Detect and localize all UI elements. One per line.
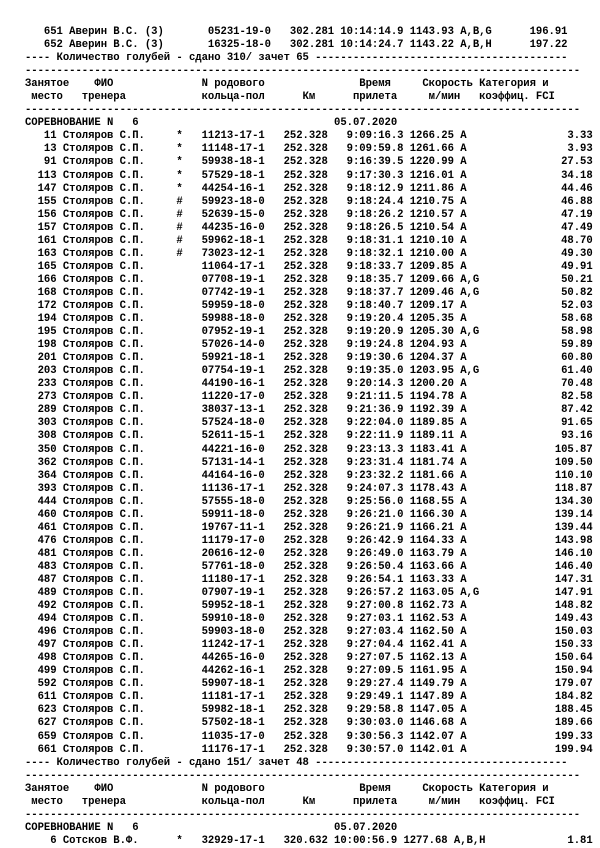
- report-line: 444 Столяров С.П. 57555-18-0 252.328 9:25:56.0 1168.55 A 134.30: [25, 495, 593, 508]
- report-line: 289 Столяров С.П. 38037-13-1 252.328 9:21:36.9 1192.39 A 87.42: [25, 404, 593, 417]
- report-line: 147 Столяров С.П. * 44254-16-1 252.328 9:18:12.9 1211.86 A 44.46: [25, 182, 593, 195]
- report-line: 168 Столяров С.П. 07742-19-1 252.328 9:18:37.7 1209.46 A,G 50.82: [25, 286, 593, 299]
- report-line: 364 Столяров С.П. 44164-16-0 252.328 9:23:32.2 1181.66 A 110.10: [25, 469, 593, 482]
- report-line: 498 Столяров С.П. 44265-16-0 252.328 9:27:07.5 1162.13 A 150.64: [25, 652, 593, 665]
- report-line: 492 Столяров С.П. 59952-18-1 252.328 9:27:00.8 1162.73 A 148.82: [25, 600, 593, 613]
- report-line: СОРЕВНОВАНИЕ N 6 05.07.2020: [25, 117, 398, 130]
- report-line: ----------------------------------------------------------------------------------------: [25, 65, 581, 78]
- report-line: Занятое ФИО N родового Время Скорость Категория и: [25, 782, 549, 795]
- report-line: 651 Аверин В.С. (3) 05231-19-0 302.281 10:14:14.9 1143.93 A,B,G 196.91: [25, 26, 568, 38]
- report-line: 303 Столяров С.П. 57524-18-0 252.328 9:22:04.0 1189.85 A 91.65: [25, 417, 593, 430]
- report-line: ---- Количество голубей - сдано 151/ зачет 48 ----------------------------------------: [25, 756, 568, 769]
- report-line: 233 Столяров С.П. 44190-16-1 252.328 9:20:14.3 1200.20 A 70.48: [25, 378, 593, 391]
- report-line: 627 Столяров С.П. 57502-18-1 252.328 9:30:03.0 1146.68 A 189.66: [25, 717, 593, 730]
- report-line: 489 Столяров С.П. 07907-19-1 252.328 9:26:57.2 1163.05 A,G 147.91: [25, 587, 593, 600]
- report-line: Занятое ФИО N родового Время Скорость Категория и: [25, 78, 549, 91]
- report-line: 156 Столяров С.П. # 52639-15-0 252.328 9:18:26.2 1210.57 A 47.19: [25, 208, 593, 221]
- report-line: 308 Столяров С.П. 52611-15-1 252.328 9:22:11.9 1189.11 A 93.16: [25, 430, 593, 443]
- report-line: 393 Столяров С.П. 11136-17-1 252.328 9:24:07.3 1178.43 A 118.87: [25, 482, 593, 495]
- report-line: 157 Столяров С.П. # 44235-16-0 252.328 9:18:26.5 1210.54 A 47.49: [25, 221, 593, 234]
- report-line: 499 Столяров С.П. 44262-16-1 252.328 9:27:09.5 1161.95 A 150.94: [25, 665, 593, 678]
- report-line: ----------------------------------------------------------------------------------------: [25, 808, 581, 821]
- report-line: 161 Столяров С.П. # 59962-18-1 252.328 9:18:31.1 1210.10 A 48.70: [25, 234, 593, 247]
- report-line: 194 Столяров С.П. 59988-18-0 252.328 9:19:20.4 1205.35 A 58.68: [25, 313, 593, 326]
- report-line: СОРЕВНОВАНИЕ N 6 05.07.2020: [25, 821, 398, 834]
- report-line: 163 Столяров С.П. # 73023-12-1 252.328 9:18:32.1 1210.00 A 49.30: [25, 247, 593, 260]
- report-line: 113 Столяров С.П. * 57529-18-1 252.328 9:17:30.3 1216.01 A 34.18: [25, 169, 593, 182]
- report-line: место тренера кольца-пол Км прилета м/мин коэффиц. FCI: [25, 91, 555, 104]
- report-line: ----------------------------------------------------------------------------------------: [25, 769, 581, 782]
- report-line: 350 Столяров С.П. 44221-16-0 252.328 9:23:13.3 1183.41 A 105.87: [25, 443, 593, 456]
- report-line: 592 Столяров С.П. 59907-18-1 252.328 9:29:27.4 1149.79 A 179.07: [25, 678, 593, 691]
- report-line: 91 Столяров С.П. * 59938-18-1 252.328 9:16:39.5 1220.99 A 27.53: [25, 156, 593, 169]
- report-line: 623 Столяров С.П. 59982-18-1 252.328 9:29:58.8 1147.05 A 188.45: [25, 704, 593, 717]
- report-line: 476 Столяров С.П. 11179-17-0 252.328 9:26:42.9 1164.33 A 143.98: [25, 534, 593, 547]
- report-line: место тренера кольца-пол Км прилета м/мин коэффиц. FCI: [25, 795, 555, 808]
- report-line: 172 Столяров С.П. 59959-18-0 252.328 9:18:40.7 1209.17 A 52.03: [25, 299, 593, 312]
- report-line: 481 Столяров С.П. 20616-12-0 252.328 9:26:49.0 1163.79 A 146.10: [25, 547, 593, 560]
- report-line: ---- Количество голубей - сдано 310/ зачет 65 ----------------------------------------: [25, 52, 568, 65]
- report-line: 611 Столяров С.П. 11181-17-1 252.328 9:29:49.1 1147.89 A 184.82: [25, 691, 593, 704]
- report-line: 195 Столяров С.П. 07952-19-1 252.328 9:19:20.9 1205.30 A,G 58.98: [25, 326, 593, 339]
- report-line: 155 Столяров С.П. # 59923-18-0 252.328 9:18:24.4 1210.75 A 46.88: [25, 195, 593, 208]
- report-line: 11 Столяров С.П. * 11213-17-1 252.328 9:09:16.3 1266.25 A 3.33: [25, 130, 593, 143]
- report-line: 198 Столяров С.П. 57026-14-0 252.328 9:19:24.8 1204.93 A 59.89: [25, 339, 593, 352]
- report-line: 461 Столяров С.П. 19767-11-1 252.328 9:26:21.9 1166.21 A 139.44: [25, 521, 593, 534]
- report-line: 273 Столяров С.П. 11220-17-0 252.328 9:21:11.5 1194.78 A 82.58: [25, 391, 593, 404]
- report-line: 659 Столяров С.П. 11035-17-0 252.328 9:30:56.3 1142.07 A 199.33: [25, 730, 593, 743]
- report-line: 460 Столяров С.П. 59911-18-0 252.328 9:26:21.0 1166.30 A 139.14: [25, 508, 593, 521]
- report-line: ----------------------------------------------------------------------------------------: [25, 104, 581, 117]
- report-line: 165 Столяров С.П. 11064-17-1 252.328 9:18:33.7 1209.85 A 49.91: [25, 260, 593, 273]
- report-line: 201 Столяров С.П. 59921-18-1 252.328 9:19:30.6 1204.37 A 60.80: [25, 352, 593, 365]
- report-line: 362 Столяров С.П. 57131-14-1 252.328 9:23:31.4 1181.74 A 109.50: [25, 456, 593, 469]
- report-line: 652 Аверин В.С. (3) 16325-18-0 302.281 10:14:24.7 1143.22 A,B,H 197.22: [25, 39, 568, 52]
- report-line: 487 Столяров С.П. 11180-17-1 252.328 9:26:54.1 1163.33 A 147.31: [25, 573, 593, 586]
- report-line: 203 Столяров С.П. 07754-19-1 252.328 9:19:35.0 1203.95 A,G 61.40: [25, 365, 593, 378]
- report-line: 661 Столяров С.П. 11176-17-1 252.328 9:30:57.0 1142.01 A 199.94: [25, 743, 593, 756]
- report-line: 496 Столяров С.П. 59903-18-0 252.328 9:27:03.4 1162.50 A 150.03: [25, 626, 593, 639]
- results-printout: [25, 26, 593, 848]
- report-line: 13 Столяров С.П. * 11148-17-1 252.328 9:09:59.8 1261.66 A 3.93: [25, 143, 593, 156]
- report-line: 6 Сотсков В.Ф. * 32929-17-1 320.632 10:00:56.9 1277.68 A,B,H 1.81: [25, 834, 593, 847]
- report-line: 166 Столяров С.П. 07708-19-1 252.328 9:18:35.7 1209.66 A,G 50.21: [25, 273, 593, 286]
- report-line: 483 Столяров С.П. 57761-18-0 252.328 9:26:50.4 1163.66 A 146.40: [25, 560, 593, 573]
- report-line: 497 Столяров С.П. 11242-17-1 252.328 9:27:04.4 1162.41 A 150.33: [25, 639, 593, 652]
- report-line: 494 Столяров С.П. 59910-18-0 252.328 9:27:03.1 1162.53 A 149.43: [25, 613, 593, 626]
